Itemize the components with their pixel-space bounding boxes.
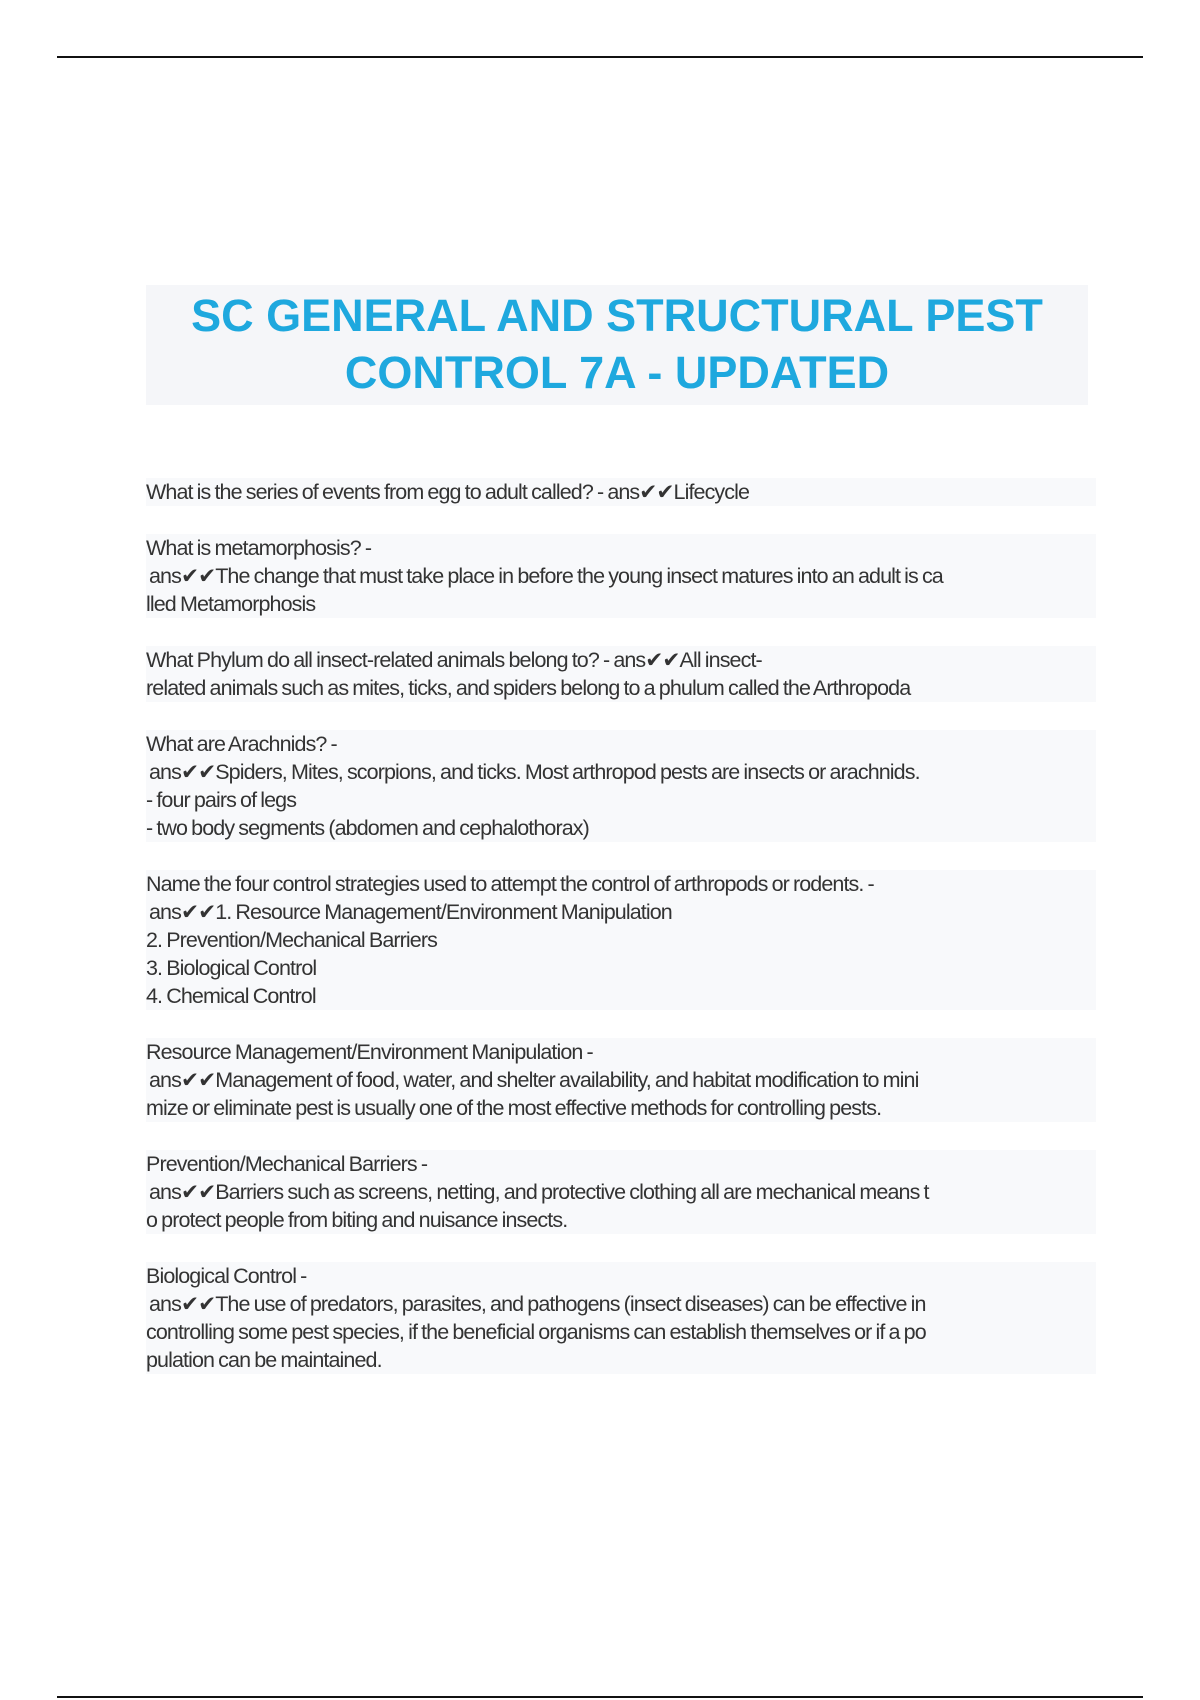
answer-text: controlling some pest species, if the beneficial organisms can establish themselves or if a po: [146, 1318, 1096, 1346]
qa-list: [146, 478, 1096, 1402]
top-rule: [57, 56, 1143, 58]
qa-item-metamorphosis: [146, 534, 1096, 618]
answer-text: ans✔✔The use of predators, parasites, and pathogens (insect diseases) can be effective in: [146, 1290, 1096, 1318]
answer-text: related animals such as mites, ticks, and spiders belong to a phulum called the Arthropoda: [146, 674, 1096, 702]
question-text: Biological Control -: [146, 1262, 1096, 1290]
qa-item-control-strategies: [146, 870, 1096, 1010]
answer-text: ans✔✔Spiders, Mites, scorpions, and ticks. Most arthropod pests are insects or arachnids.: [146, 758, 1096, 786]
answer-text: o protect people from biting and nuisance insects.: [146, 1206, 1096, 1234]
title-line-2: CONTROL 7A - UPDATED: [344, 347, 890, 398]
answer-text: pulation can be maintained.: [146, 1346, 1096, 1374]
answer-text: ans✔✔1. Resource Management/Environment Manipulation: [146, 898, 1096, 926]
qa-item-resource-management: [146, 1038, 1096, 1122]
qa-item-phylum: [146, 646, 1096, 702]
question-text: Prevention/Mechanical Barriers -: [146, 1150, 1096, 1178]
bottom-rule: [57, 1696, 1143, 1698]
answer-text: mize or eliminate pest is usually one of the most effective methods for controlling pests.: [146, 1094, 1096, 1122]
answer-text: ans✔✔Barriers such as screens, netting, and protective clothing all are mechanical means t: [146, 1178, 1096, 1206]
question-text: What is metamorphosis? -: [146, 534, 1096, 562]
answer-text: ans✔✔Management of food, water, and shelter availability, and habitat modification to mini: [146, 1066, 1096, 1094]
question-text: What Phylum do all insect-related animals belong to? - ans✔✔All insect-: [146, 646, 1096, 674]
question-text: What are Arachnids? -: [146, 730, 1096, 758]
title-line-1: SC GENERAL AND STRUCTURAL PEST: [191, 290, 1043, 341]
qa-item-lifecycle: [146, 478, 1096, 506]
question-text: Name the four control strategies used to attempt the control of arthropods or rodents. -: [146, 870, 1096, 898]
answer-text: 4. Chemical Control: [146, 982, 1096, 1010]
question-text: What is the series of events from egg to adult called? - ans✔✔Lifecycle: [146, 478, 1096, 506]
answer-text: lled Metamorphosis: [146, 590, 1096, 618]
qa-item-prevention: [146, 1150, 1096, 1234]
answer-text: - four pairs of legs: [146, 786, 1096, 814]
qa-item-arachnids: [146, 730, 1096, 842]
answer-text: 2. Prevention/Mechanical Barriers: [146, 926, 1096, 954]
question-text: Resource Management/Environment Manipulation -: [146, 1038, 1096, 1066]
answer-text: - two body segments (abdomen and cephalothorax): [146, 814, 1096, 842]
document-title: [146, 285, 1088, 405]
answer-text: 3. Biological Control: [146, 954, 1096, 982]
qa-item-biological-control: [146, 1262, 1096, 1374]
answer-text: ans✔✔The change that must take place in before the young insect matures into an adult is ca: [146, 562, 1096, 590]
